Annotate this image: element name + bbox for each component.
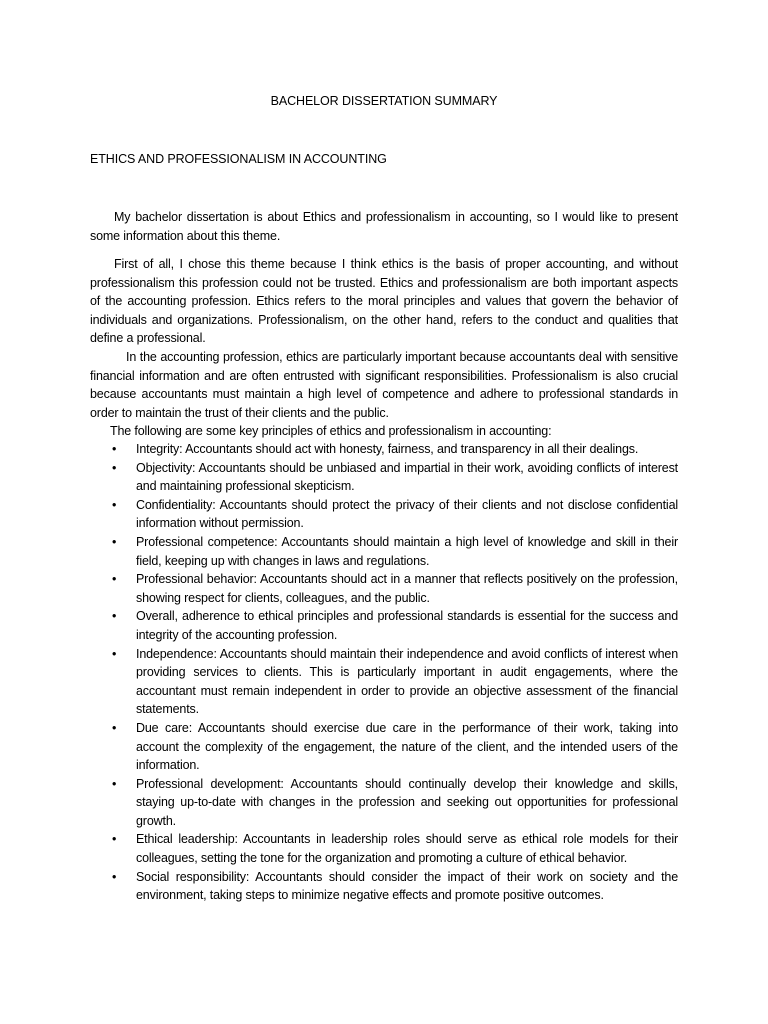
list-item-text: Objectivity: Accountants should be unbiased and impartial in their work, avoiding conflicts of interest and maintaining professional skepticism. <box>136 460 678 494</box>
list-item <box>90 607 678 644</box>
bullet-icon: • <box>112 776 117 791</box>
paragraph-importance: In the accounting profession, ethics are particularly important because accountants deal with sensitive financial information and are often entrusted with significant responsibilities. Professionalism is also crucial because accountants must maintain a high level of competence and adhere to professional standards in order to maintain the trust of their clients and the public. <box>90 350 678 420</box>
list-item-text: Due care: Accountants should exercise due care in the performance of their work, taking into account the complexity of the engagement, the nature of the client, and the intended users of the information. <box>136 720 678 773</box>
list-item-text: Professional development: Accountants should continually develop their knowledge and skills, staying up-to-date with changes in the profession and seeking out opportunities for professional growth. <box>136 776 678 828</box>
list-item-text: Overall, adherence to ethical principles and professional standards is essential for the success and integrity of the accounting profession. <box>136 609 678 642</box>
list-item-text: Confidentiality: Accountants should protect the privacy of their clients and not disclose confidential information without permission. <box>136 497 678 531</box>
list-item-text: Ethical leadership: Accountants in leadership roles should serve as ethical role models for their colleagues, setting the tone for the organization and promoting a culture of ethical behavior. <box>136 832 678 866</box>
bullet-icon: • <box>112 534 117 549</box>
document-title: BACHELOR DISSERTATION SUMMARY <box>270 94 498 108</box>
list-item <box>90 533 678 570</box>
paragraph-principles-intro: The following are some key principles of ethics and professionalism in accounting: <box>110 424 552 438</box>
list-item <box>90 645 678 719</box>
paragraph-theme-choice: First of all, I chose this theme because I think ethics is the basis of proper accounting, and without professionalism this profession could not be trusted. Ethics and professionalism are both important aspects of the accounting profession. Ethics refers to the moral principles and values that govern the behavior of individuals and organizations. Professionalism, on the other hand, refers to the conduct and qualities that define a professional. <box>90 257 678 346</box>
bullet-icon: • <box>112 609 117 624</box>
list-item <box>90 496 678 533</box>
bullet-icon: • <box>112 442 117 456</box>
list-item <box>90 868 678 905</box>
bullet-icon: • <box>112 460 117 475</box>
list-item <box>90 570 678 607</box>
list-item <box>90 440 678 459</box>
bullet-icon: • <box>112 572 117 587</box>
bullet-icon: • <box>112 497 117 512</box>
list-item <box>90 775 678 831</box>
bullet-icon: • <box>112 869 117 884</box>
list-item-text: Independence: Accountants should maintain their independence and avoid conflicts of interest when providing services to clients. This is particularly important in audit engagements, where the accountant must remain independent in order to provide an objective assessment of the financial statements. <box>136 646 678 717</box>
bullet-icon: • <box>112 832 117 847</box>
bullet-icon: • <box>112 646 117 661</box>
list-item-text: Professional behavior: Accountants should act in a manner that reflects positively on the profession, showing respect for clients, colleagues, and the public. <box>136 572 678 605</box>
list-item-text: Integrity: Accountants should act with honesty, fairness, and transparency in all their dealings. <box>136 442 639 456</box>
list-item <box>90 459 678 496</box>
document-subtitle: ETHICS AND PROFESSIONALISM IN ACCOUNTING <box>90 152 387 166</box>
paragraph-intro: My bachelor dissertation is about Ethics and professionalism in accounting, so I would like to present some information about this theme. <box>90 210 678 243</box>
bullet-icon: • <box>112 720 117 735</box>
list-item <box>90 830 678 867</box>
list-item-text: Social responsibility: Accountants should consider the impact of their work on society and the environment, taking steps to minimize negative effects and promote positive outcomes. <box>136 869 678 903</box>
principles-list <box>90 440 678 905</box>
list-item <box>90 719 678 775</box>
list-item-text: Professional competence: Accountants should maintain a high level of knowledge and skill in their field, keeping up with changes in laws and regulations. <box>136 534 678 568</box>
